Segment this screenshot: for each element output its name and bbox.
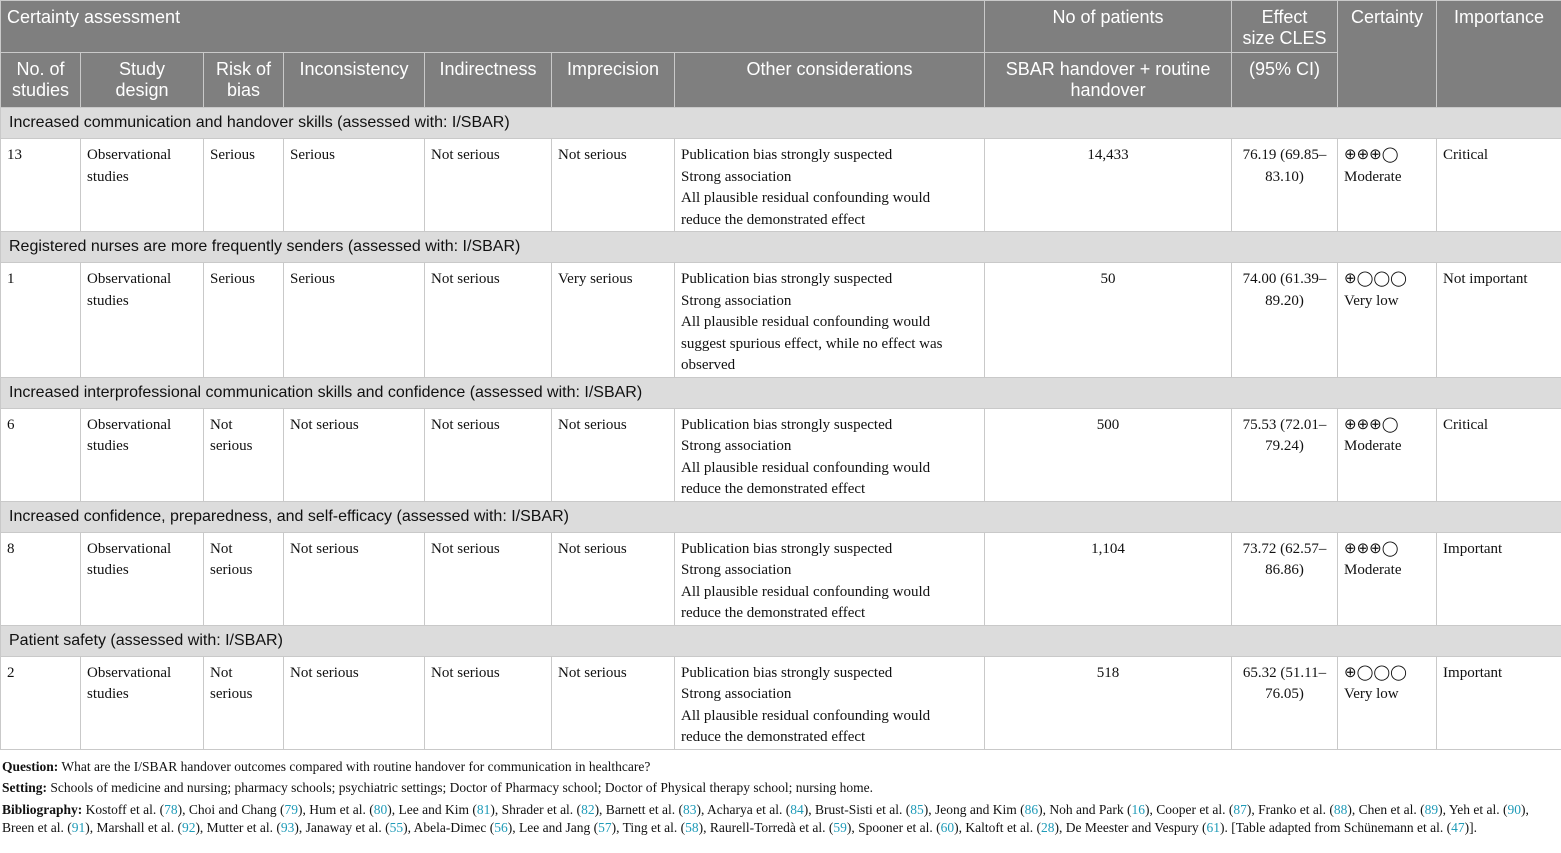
header-row-2 [1, 53, 1561, 108]
cell-study-design [81, 139, 204, 232]
section-title: Increased interprofessional communication skills and confidence (assessed with: I/SBAR) [1, 377, 1561, 408]
table-row [1, 656, 1561, 749]
reference-link[interactable]: 90 [1507, 801, 1522, 817]
cell-risk-of-bias [204, 532, 284, 625]
reference-link[interactable]: 80 [373, 801, 388, 817]
reference-link[interactable]: 61 [1206, 820, 1221, 835]
cell-no-of-studies: 2 [1, 656, 81, 749]
reference-link[interactable]: 58 [685, 820, 699, 835]
cell-study-design [81, 263, 204, 378]
cell-study-design [81, 532, 204, 625]
cell-no-of-patients: 518 [985, 656, 1232, 749]
certainty-rating-label: Moderate [1344, 438, 1402, 454]
bibliography-fragment: ), Lee and Kim ( [387, 801, 477, 817]
question-note [2, 758, 1559, 777]
cell-certainty [1338, 656, 1437, 749]
section-title: Increased confidence, preparedness, and self-efficacy (assessed with: I/SBAR) [1, 501, 1561, 532]
study-design-line: Observational [87, 664, 172, 681]
risk-of-bias-line: Not [210, 540, 233, 557]
effect-size-line: 74.00 (61.39– [1242, 271, 1327, 287]
section-row [1, 501, 1561, 532]
cell-other-considerations [675, 532, 985, 625]
study-design-line: studies [87, 292, 129, 309]
reference-link[interactable]: 92 [181, 820, 196, 835]
reference-link[interactable]: 55 [389, 820, 404, 835]
bibliography-fragment: ), Yeh et al. ( [1438, 801, 1508, 817]
effect-size-line: 73.72 (62.57– [1242, 540, 1327, 557]
header-inconsistency: Inconsistency [284, 53, 425, 108]
bibliography-fragment: ), Raurell-Torredà et al. ( [698, 820, 834, 835]
other-considerations-line: reduce the demonstrated effect [681, 211, 866, 228]
reference-link[interactable]: 84 [790, 801, 804, 817]
reference-link[interactable]: 91 [71, 820, 86, 835]
bibliography-fragment: ), Franko et al. ( [1246, 801, 1334, 817]
cell-effect-size [1232, 656, 1338, 749]
risk-of-bias-line: Serious [210, 147, 255, 163]
effect-size-line: 89.20) [1265, 292, 1304, 309]
cell-study-design [81, 656, 204, 749]
other-considerations-line: reduce the demonstrated effect [681, 605, 866, 621]
other-considerations-line: Strong association [681, 686, 792, 702]
header-effect-line-2: size CLES [1242, 28, 1327, 48]
section-row [1, 232, 1561, 263]
header-risk-of-bias-line-1: Risk of [215, 59, 271, 79]
bibliography-fragment: ), Marshall et al. ( [85, 820, 182, 835]
reference-link[interactable]: 56 [494, 820, 508, 835]
risk-of-bias-line: Not [210, 416, 233, 433]
header-effect-ci: (95% CI) [1232, 53, 1338, 108]
bibliography-fragment: ), Ting et al. ( [611, 820, 686, 835]
bibliography-fragment: ). [Table adapted from Schünemann et al. ( [1220, 820, 1452, 835]
bibliography-fragment: Kostoff et al. ( [82, 801, 165, 817]
cell-other-considerations [675, 263, 985, 378]
cell-certainty [1338, 263, 1437, 378]
effect-size-line: 86.86) [1265, 562, 1304, 578]
table-row [1, 408, 1561, 501]
certainty-rating-label: Moderate [1344, 168, 1402, 185]
effect-size-line: 79.24) [1265, 438, 1304, 454]
bibliography-fragment: ), Janaway et al. ( [294, 820, 390, 835]
reference-link[interactable]: 85 [910, 801, 924, 817]
cell-certainty [1338, 408, 1437, 501]
reference-link[interactable]: 28 [1041, 820, 1055, 835]
header-indirectness: Indirectness [425, 53, 552, 108]
section-title: Patient safety (assessed with: I/SBAR) [1, 625, 1561, 656]
header-patients-sub-line-2: handover [1070, 80, 1146, 100]
cell-inconsistency: Serious [284, 139, 425, 232]
other-considerations-line: reduce the demonstrated effect [681, 729, 866, 745]
certainty-rating-symbol: ⊕◯◯◯ [1344, 664, 1407, 681]
header-study-design-line-2: design [115, 80, 169, 100]
risk-of-bias-line: serious [210, 438, 253, 454]
cell-no-of-patients: 14,433 [985, 139, 1232, 232]
reference-link[interactable]: 86 [1024, 801, 1039, 817]
header-study-design [81, 53, 204, 108]
bibliography-label: Bibliography: [2, 801, 83, 817]
header-other-considerations: Other considerations [675, 53, 985, 108]
header-certainty: Certainty [1338, 1, 1437, 108]
header-imprecision: Imprecision [552, 53, 675, 108]
reference-link[interactable]: 60 [940, 820, 955, 835]
header-risk-of-bias-line-2: bias [226, 80, 261, 100]
cell-indirectness: Not serious [425, 139, 552, 232]
cell-imprecision: Not serious [552, 532, 675, 625]
question-label: Question: [2, 758, 59, 774]
bibliography-fragment: ), Lee and Jang ( [507, 820, 599, 835]
setting-text: Schools of medicine and nursing; pharmacy schools; psychiatric settings; Doctor of Pharmacy school; Doctor of Physical therapy school; nursing home. [47, 780, 873, 795]
cell-risk-of-bias [204, 139, 284, 232]
section-row [1, 108, 1561, 139]
other-considerations-line: All plausible residual confounding would [681, 190, 931, 206]
study-design-line: Observational [87, 147, 172, 163]
cell-no-of-patients: 50 [985, 263, 1232, 378]
cell-importance: Critical [1437, 139, 1561, 232]
reference-link[interactable]: 59 [833, 820, 847, 835]
bibliography-fragment: ), Shrader et al. ( [490, 801, 582, 817]
reference-link[interactable]: 79 [284, 801, 299, 817]
reference-link[interactable]: 89 [1424, 801, 1439, 817]
header-no-of-studies-line-2: studies [11, 80, 70, 100]
certainty-rating-symbol: ⊕⊕⊕◯ [1344, 147, 1399, 163]
cell-indirectness: Not serious [425, 656, 552, 749]
section-title: Registered nurses are more frequently senders (assessed with: I/SBAR) [1, 232, 1561, 263]
cell-no-of-patients: 500 [985, 408, 1232, 501]
other-considerations-line: Publication bias strongly suspected [681, 664, 893, 681]
effect-size-line: 76.05) [1265, 686, 1304, 702]
risk-of-bias-line: Serious [210, 271, 255, 287]
other-considerations-line: Publication bias strongly suspected [681, 416, 893, 433]
header-risk-of-bias [204, 53, 284, 108]
cell-effect-size [1232, 263, 1338, 378]
header-effect-line-1: Effect [1261, 7, 1308, 27]
certainty-rating-label: Very low [1344, 686, 1399, 702]
cell-imprecision: Not serious [552, 139, 675, 232]
certainty-rating-symbol: ⊕⊕⊕◯ [1344, 540, 1399, 557]
header-no-of-studies-line-1: No. of [16, 59, 65, 79]
bibliography-fragment: )]. [1464, 820, 1477, 835]
cell-imprecision: Not serious [552, 408, 675, 501]
cell-other-considerations [675, 408, 985, 501]
header-no-of-studies [1, 53, 81, 108]
study-design-line: studies [87, 686, 129, 702]
other-considerations-line: All plausible residual confounding would [681, 583, 931, 600]
bibliography-note [2, 801, 1559, 838]
other-considerations-line: Strong association [681, 168, 792, 185]
other-considerations-line: Publication bias strongly suspected [681, 540, 893, 557]
reference-link[interactable]: 47 [1451, 820, 1465, 835]
header-patients-sub-line-1: SBAR handover + routine [1005, 59, 1211, 79]
table-row [1, 263, 1561, 378]
cell-certainty [1338, 139, 1437, 232]
certainty-rating-label: Moderate [1344, 562, 1402, 578]
cell-effect-size [1232, 408, 1338, 501]
cell-indirectness: Not serious [425, 408, 552, 501]
effect-size-line: 76.19 (69.85– [1242, 147, 1327, 163]
bibliography-fragment: ), Jeong and Kim ( [923, 801, 1025, 817]
setting-note [2, 779, 1559, 798]
bibliography-fragment: ), Choi and Chang ( [177, 801, 285, 817]
cell-no-of-studies: 13 [1, 139, 81, 232]
certainty-rating-symbol: ⊕◯◯◯ [1344, 271, 1407, 287]
effect-size-line: 75.53 (72.01– [1242, 416, 1327, 433]
cell-certainty [1338, 532, 1437, 625]
other-considerations-line: Strong association [681, 438, 792, 454]
bibliography-fragment: ), Kaltoft et al. ( [954, 820, 1042, 835]
table-row [1, 532, 1561, 625]
cell-inconsistency: Not serious [284, 532, 425, 625]
bibliography-text [2, 802, 1529, 836]
bibliography-fragment: ), Breen et al. ( [2, 801, 1529, 835]
cell-importance: Important [1437, 532, 1561, 625]
study-design-line: Observational [87, 271, 172, 287]
header-patients-sub [985, 53, 1232, 108]
section-title: Increased communication and handover skills (assessed with: I/SBAR) [1, 108, 1561, 139]
bibliography-fragment: ), Acharya et al. ( [696, 801, 791, 817]
cell-risk-of-bias [204, 408, 284, 501]
other-considerations-line: All plausible residual confounding would [681, 707, 931, 724]
certainty-rating-symbol: ⊕⊕⊕◯ [1344, 416, 1399, 433]
reference-link[interactable]: 82 [581, 801, 595, 817]
risk-of-bias-line: serious [210, 686, 253, 702]
header-importance: Importance [1437, 1, 1561, 108]
bibliography-fragment: ), Abela-Dimec ( [403, 820, 495, 835]
other-considerations-line: observed [681, 357, 736, 373]
study-design-line: studies [87, 562, 129, 578]
reference-link[interactable]: 83 [683, 801, 697, 817]
other-considerations-line: All plausible residual confounding would [681, 314, 931, 330]
cell-study-design [81, 408, 204, 501]
certainty-rating-label: Very low [1344, 292, 1399, 309]
reference-link[interactable]: 87 [1233, 801, 1247, 817]
reference-link[interactable]: 57 [598, 820, 612, 835]
table-body [1, 108, 1561, 750]
cell-no-of-patients: 1,104 [985, 532, 1232, 625]
table-footnotes [0, 750, 1561, 838]
cell-indirectness: Not serious [425, 532, 552, 625]
cell-inconsistency: Not serious [284, 656, 425, 749]
header-effect [1232, 1, 1338, 53]
cell-imprecision: Very serious [552, 263, 675, 378]
reference-link[interactable]: 81 [476, 801, 491, 817]
reference-link[interactable]: 93 [280, 820, 295, 835]
cell-importance: Critical [1437, 408, 1561, 501]
bibliography-fragment: ), Chen et al. ( [1347, 801, 1425, 817]
study-design-line: studies [87, 438, 129, 454]
cell-inconsistency: Serious [284, 263, 425, 378]
reference-link[interactable]: 16 [1131, 801, 1145, 817]
header-study-design-line-1: Study [118, 59, 166, 79]
cell-no-of-studies: 8 [1, 532, 81, 625]
cell-risk-of-bias [204, 656, 284, 749]
header-certainty-assessment: Certainty assessment [1, 1, 985, 53]
cell-risk-of-bias [204, 263, 284, 378]
cell-importance: Not important [1437, 263, 1561, 378]
effect-size-line: 83.10) [1265, 168, 1304, 185]
bibliography-fragment: ), Barnett et al. ( [594, 801, 684, 817]
cell-no-of-studies: 1 [1, 263, 81, 378]
cell-other-considerations [675, 656, 985, 749]
cell-indirectness: Not serious [425, 263, 552, 378]
cell-effect-size [1232, 532, 1338, 625]
setting-label: Setting: [2, 780, 47, 795]
question-text: What are the I/SBAR handover outcomes compared with routine handover for communication in healthcare? [58, 758, 651, 774]
other-considerations-line: Publication bias strongly suspected [681, 147, 893, 163]
cell-inconsistency: Not serious [284, 408, 425, 501]
cell-imprecision: Not serious [552, 656, 675, 749]
other-considerations-line: Strong association [681, 562, 792, 578]
bibliography-fragment: ), Cooper et al. ( [1144, 801, 1234, 817]
cell-importance: Important [1437, 656, 1561, 749]
study-design-line: studies [87, 168, 129, 185]
other-considerations-line: Strong association [681, 292, 792, 309]
bibliography-fragment: ), Noh and Park ( [1038, 801, 1132, 817]
bibliography-fragment: ), De Meester and Vespury ( [1054, 820, 1207, 835]
other-considerations-line: reduce the demonstrated effect [681, 481, 866, 497]
cell-effect-size [1232, 139, 1338, 232]
bibliography-fragment: ), Spooner et al. ( [846, 820, 941, 835]
cell-other-considerations [675, 139, 985, 232]
other-considerations-line: Publication bias strongly suspected [681, 271, 893, 287]
section-row [1, 377, 1561, 408]
study-design-line: Observational [87, 540, 172, 557]
header-row-1 [1, 1, 1561, 53]
cell-no-of-studies: 6 [1, 408, 81, 501]
bibliography-fragment: ), Mutter et al. ( [195, 820, 281, 835]
header-no-of-patients: No of patients [985, 1, 1232, 53]
other-considerations-line: All plausible residual confounding would [681, 459, 931, 476]
risk-of-bias-line: Not [210, 664, 233, 681]
effect-size-line: 65.32 (51.11– [1242, 664, 1327, 681]
reference-link[interactable]: 78 [164, 801, 178, 817]
other-considerations-line: suggest spurious effect, while no effect was [681, 335, 943, 352]
reference-link[interactable]: 88 [1333, 801, 1348, 817]
section-row [1, 625, 1561, 656]
study-design-line: Observational [87, 416, 172, 433]
bibliography-fragment: ), Brust-Sisti et al. ( [803, 801, 911, 817]
table-row [1, 139, 1561, 232]
risk-of-bias-line: serious [210, 562, 253, 578]
bibliography-fragment: ), Hum et al. ( [298, 801, 374, 817]
